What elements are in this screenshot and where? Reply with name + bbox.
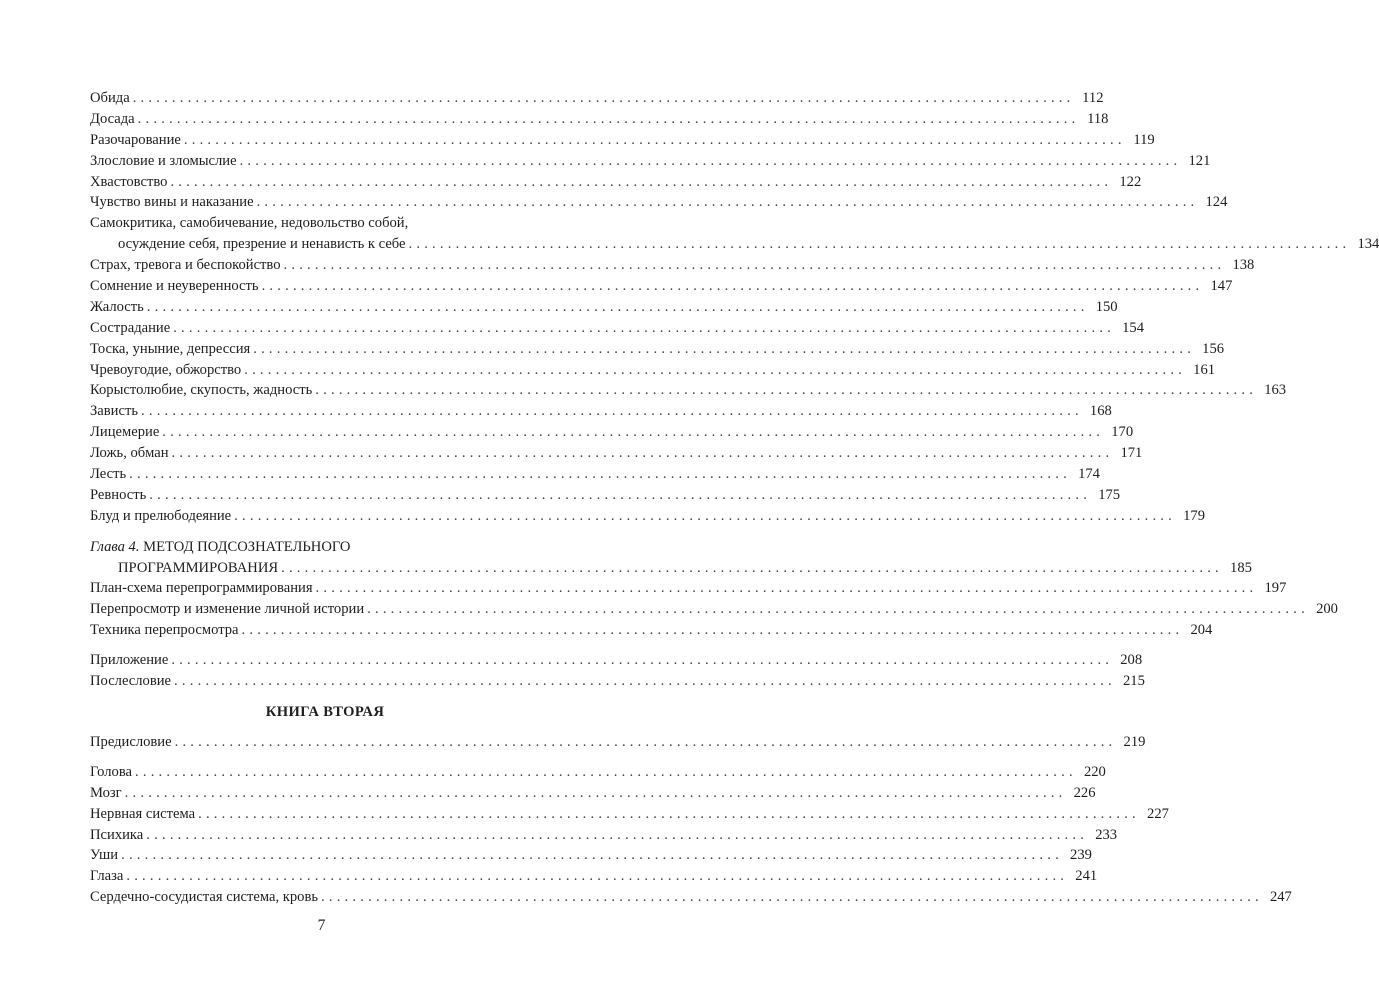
toc-entry-page: 118 [1087,110,1109,127]
toc-entry-title: Обида [90,90,130,106]
toc-entry-title: Блуд и прелюбодеяние [90,507,232,524]
toc-entry [90,845,1092,866]
toc-entry-title: План-схема перепрограммирования [90,580,313,597]
toc-entry-title: Сердечно-сосудистая система, кровь [90,889,319,906]
toc-entry [90,485,1121,506]
toc-entry [90,578,1287,599]
dot-leader: ........................................................................................................................ [162,424,1105,441]
toc-entry-title: Лесть [90,466,127,483]
toc-entry-title: Корыстолюбие, скупость, жадность [90,382,313,399]
toc-entry-title: Хвастовство [90,173,168,190]
toc-entry-page: 208 [1120,652,1143,669]
toc-entry-page: 121 [1188,152,1211,169]
toc-entry [90,866,1098,887]
toc-entry-title: Тоска, уныние, депрессия [90,340,251,357]
dot-leader: ........................................................................................................................ [174,733,1117,750]
dot-leader: ........................................................................................................................ [239,152,1182,169]
toc-entry-page: 170 [1111,424,1134,441]
toc-entry [90,443,1143,464]
toc-entry [90,783,1096,804]
toc-entry-page: 200 [1316,601,1338,618]
dot-leader: ........................................................................................................................ [234,507,1176,524]
dot-leader: ........................................................................................................................ [137,110,1080,127]
toc-entry-title: Перепросмотр и изменение личной истории [90,601,365,618]
toc-entry-page: 220 [1083,763,1106,780]
toc-entry-title: Лицемерие [90,424,160,441]
toc-entry-title: Чувство вины и наказание [90,194,254,211]
toc-entry [90,464,1100,485]
dot-leader: ........................................................................................................................ [132,90,1075,106]
dot-leader: ........................................................................................................................ [141,403,1083,420]
toc-entry-title: Жалость [90,298,144,315]
toc-entry [90,887,1292,908]
toc-entry [90,620,1213,641]
toc-entry-page: 150 [1095,298,1118,315]
toc-entry-title: Предисловие [90,733,172,750]
toc-entry [90,558,1252,579]
dot-leader: ........................................................................................................................ [367,601,1309,618]
toc-entry-page: 161 [1193,361,1216,378]
dot-leader: ........................................................................................................................ [149,486,1092,503]
toc-entry-page: 247 [1269,889,1292,906]
dot-leader: ........................................................................................................................ [126,868,1069,885]
toc-entry-page: 171 [1120,445,1143,462]
dot-leader: ........................................................................................................................ [315,382,1258,399]
toc-entry [90,599,1338,620]
toc-entry-title: Ложь, обман [90,445,169,462]
toc-entry-title: Послесловие [90,673,172,690]
toc-entry [90,234,1379,255]
toc-group-part2 [90,255,1287,527]
toc-entry [90,650,1143,671]
chapter-title-line2: ПРОГРАММИРОВАНИЯ [118,559,279,576]
toc-entry-page: 154 [1122,319,1145,336]
table-of-contents [90,88,1379,908]
toc-entry [90,401,1112,422]
toc-entry-title: Злословие и зломыслие [90,152,237,169]
toc-entry [90,192,1228,213]
toc-entry [90,130,1155,151]
toc-entry [90,380,1287,401]
toc-entry-page: 226 [1073,784,1096,801]
toc-entry-page: 163 [1264,382,1287,399]
toc-entry-page: 138 [1232,257,1255,274]
toc-entry-page: 239 [1070,847,1092,864]
page-number: 7 [317,917,326,934]
toc-entry-title: Приложение [90,652,169,669]
toc-entry [90,276,1233,297]
dot-leader: ........................................................................................................................ [321,889,1263,906]
toc-entry-title: Нервная система [90,805,196,822]
dot-leader: ........................................................................................................................ [183,131,1126,148]
dot-leader: ........................................................................................................................ [146,298,1089,315]
toc-entry-title: Страх, тревога и беспокойство [90,257,281,274]
dot-leader: ........................................................................................................................ [283,257,1226,274]
toc-entry-title: Сострадание [90,319,171,336]
toc-entry [90,825,1118,846]
toc-entry [90,109,1109,130]
toc-entry-page: 122 [1119,173,1142,190]
toc-entry [90,88,1104,109]
toc-entry-page: 215 [1122,673,1145,690]
toc-entry [90,671,1145,692]
toc-entry-page: 185 [1230,559,1252,576]
dot-leader: ........................................................................................................................ [146,826,1089,843]
toc-entry [90,151,1211,172]
toc-entry [90,172,1142,193]
toc-entry-page: 119 [1133,131,1155,148]
toc-entry [90,318,1145,339]
toc-group-book-two [90,762,1292,908]
dot-leader: ........................................................................................................................ [174,673,1116,690]
toc-entry-page: 197 [1264,580,1287,597]
toc-entry-page: 156 [1202,340,1225,357]
toc-entry-title: Самокритика, самобичевание, недовольство собой, [90,215,409,232]
toc-group-chapter4 [90,578,1338,641]
toc-entry-page: 179 [1183,507,1205,524]
toc-entry [90,360,1216,381]
toc-entry [90,422,1134,443]
dot-leader: ........................................................................................................................ [408,236,1351,253]
toc-entry-page: 233 [1095,826,1118,843]
dot-leader: ........................................................................................................................ [135,763,1077,780]
toc-entry-page: 168 [1089,403,1112,420]
dot-leader: ........................................................................................................................ [124,784,1067,801]
toc-entry-title: Чревоугодие, обжорство [90,361,242,378]
toc-entry-title: Разочарование [90,131,181,148]
dot-leader: ........................................................................................................................ [256,194,1199,211]
dot-leader: ........................................................................................................................ [171,445,1114,462]
dot-leader: ........................................................................................................................ [170,173,1113,190]
dot-leader: ........................................................................................................................ [171,652,1114,669]
toc-group-part1 [90,88,1228,213]
toc-entry-page: 134 [1357,236,1379,253]
toc-entry [90,255,1255,276]
toc-entry-page: 147 [1210,278,1233,295]
toc-entry-title: Досада [90,110,135,127]
toc-group-appendix [90,650,1145,692]
chapter-prefix: Глава 4. [90,538,140,555]
toc-entry [90,339,1225,360]
dot-leader: ........................................................................................................................ [253,340,1196,357]
dot-leader: ........................................................................................................................ [173,319,1116,336]
toc-entry-title: Голова [90,763,133,780]
dot-leader: ........................................................................................................................ [261,278,1204,295]
toc-entry-page: 227 [1147,805,1169,822]
toc-entry [90,506,1205,527]
toc-entry-page: 124 [1205,194,1228,211]
toc-entry-page: 241 [1075,868,1098,885]
toc-chapter-heading [90,537,1252,579]
toc-entry-title: Зависть [90,403,138,420]
toc-entry-title: осуждение себя, презрение и ненависть к себе [118,236,406,253]
chapter-title-line1: МЕТОД ПОДСОЗНАТЕЛЬНОГО [143,538,351,555]
toc-entry-page: 112 [1082,90,1104,106]
toc-entry [90,732,1146,753]
toc-entry-title: Техника перепросмотра [90,622,239,639]
toc-entry-title: Уши [90,847,119,864]
dot-leader: ........................................................................................................................ [121,847,1063,864]
toc-entry-title: Мозг [90,784,122,801]
book-two-heading: КНИГА ВТОРАЯ [265,703,385,720]
toc-entry-title: Сомнение и неуверенность [90,278,259,295]
dot-leader: ........................................................................................................................ [198,805,1140,822]
toc-entry-title: Психика [90,826,144,843]
dot-leader: ........................................................................................................................ [129,466,1071,483]
toc-entry-page: 204 [1190,622,1213,639]
toc-entry-page: 175 [1098,486,1121,503]
toc-entry-line [90,213,560,234]
toc-multiline-entry [90,213,1379,255]
dot-leader: ........................................................................................................................ [315,580,1258,597]
toc-entry [90,762,1106,783]
toc-chapter-line [90,537,560,558]
toc-entry [90,804,1169,825]
toc-entry-title: Глаза [90,868,124,885]
toc-entry [90,297,1118,318]
toc-entry-title: Ревность [90,486,147,503]
dot-leader: ........................................................................................................................ [241,622,1184,639]
toc-entry-page: 219 [1123,733,1146,750]
dot-leader: ........................................................................................................................ [244,361,1187,378]
toc-entry-page: 174 [1078,466,1100,483]
dot-leader: ........................................................................................................................ [281,559,1223,576]
